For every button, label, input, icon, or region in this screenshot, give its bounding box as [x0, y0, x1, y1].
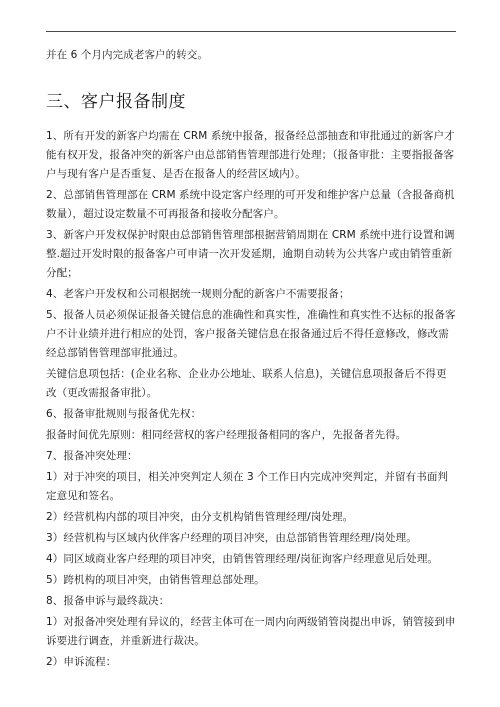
conflict-item-5: 5）跨机构的项目冲突，由销售管理总部处理。: [46, 574, 265, 586]
appeal-item-1: 1）对报备冲突处理有异议的，经营主体可在一周内向两级销管岗提出申诉，销管接到申诉要进行调查，并重新进行裁决。: [46, 616, 456, 647]
key-info-note: 关键信息项包括：(企业名称、企业办公地址、联系人信息)，关键信息项报备后不得更改（更改需报备审批）。: [46, 368, 447, 399]
paragraph-3: 3、新客户开发权保护时限由总部销售管理部根据营销周期在 CRM 系统中进行设置和调整.超过开发时限的报备客户可申请一次开发延期，逾期自动转为公共客户或由销管重新分配；: [46, 229, 455, 279]
paragraph-7: 7、报备冲突处理：: [46, 450, 138, 462]
appeal-item-2: 2）申诉流程：: [46, 656, 117, 668]
header-rule: [46, 31, 456, 32]
paragraph-1: 1、所有开发的新客户均需在 CRM 系统中报备，报备经总部抽查和审批通过的新客户才能有权开发，报备冲突的新客户由总部销售管理部进行处理；（报备审批：主要指报备客户与现有客户是否重复、是否在报备人的经营区域内）。: [46, 130, 455, 180]
priority-rule: 报备时间优先原则：相同经营权的客户经理报备相同的客户，先报备者先得。: [46, 429, 407, 441]
conflict-item-3: 3）经营机构与区域内伙伴客户经理的项目冲突，由总部销售管理经理/岗处理。: [46, 532, 417, 544]
section-title: 三、客户报备制度: [46, 92, 186, 112]
document-body: [46, 46, 456, 674]
conflict-item-2: 2）经营机构内部的项目冲突，由分支机构销售管理经理/岗处理。: [46, 511, 354, 523]
paragraph-6: 6、报备审批规则与报备优先权：: [46, 408, 202, 420]
paragraph-4: 4、老客户开发权和公司根据统一规则分配的新客户不需要报备；: [46, 288, 350, 300]
paragraph-2: 2、总部销售管理部在 CRM 系统中设定客户经理的可开发和维护客户总量（含报备商机数量），超过设定数量不可再报备和接收分配客户。: [46, 189, 455, 220]
paragraph-8: 8、报备申诉与最终裁决：: [46, 595, 170, 607]
conflict-item-4: 4）同区域商业客户经理的项目冲突，由销售管理经理/岗征询客户经理意见后处理。: [46, 553, 439, 565]
paragraph-5: 5、报备人员必须保证报备关键信息的准确性和真实性，准确性和真实性不达标的报备客户不计业绩并进行相应的处罚，客户报备关键信息在报备通过后不得任意修改，修改需经总部销售管理部审批通过。: [46, 309, 456, 359]
intro-line: 并在 6 个月内完成老客户的转交。: [46, 49, 209, 61]
conflict-item-1: 1）对于冲突的项目，相关冲突判定人须在 3 个工作日内完成冲突判定，并留有书面判定意见和签名。: [46, 471, 449, 502]
